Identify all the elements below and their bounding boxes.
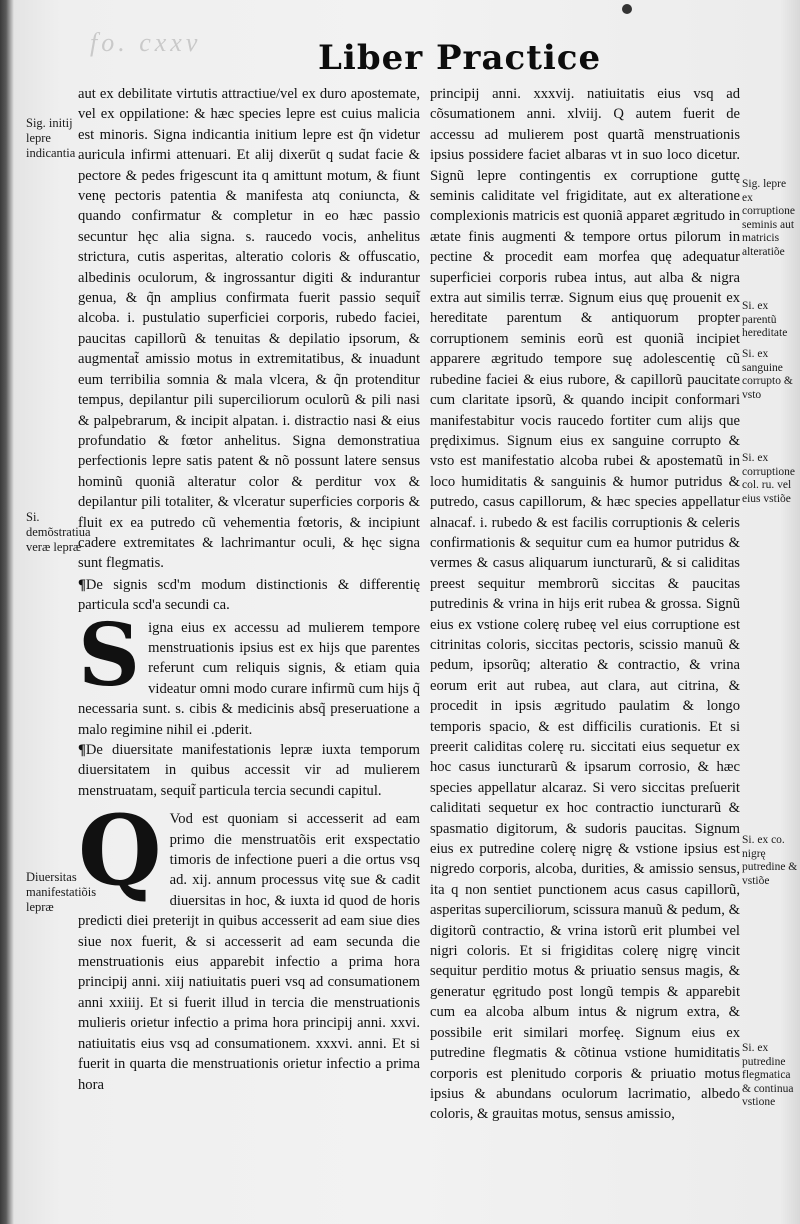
- right-text-column: [430, 84, 740, 1125]
- pilcrow-icon: ¶: [78, 742, 86, 758]
- chapter-heading-2: [78, 740, 420, 801]
- right-paragraph-1: principij anni. xxxvij. natiuitatis eius vsq ad cõsumationem anni. xlviij. Q autem fuerit de accessu ad mulierem post quartã menstruationis ipsius possidere faciet albaras vt in suo loco dicetur. Signũ lepre contingentis ex corruptione guttę seminis caliditate vel frigiditate, aut ex alteratione complexionis matricis est quoniã apparet ægritudo in ætate finis augmenti & tempore ortus pilorum in pectine & procedit eam morfea quę adequatur superficiei corporis rubea intus, aut alba & nigra extra aut similis terræ. Signum eius quę prouenit ex hereditate parentum & antiquorum propter corruptionem seminis eorũ est quoniã incipiet apparere ægritudo tempore suę adolescentię cũ rubedine faciei & eius rubore, & capillorũ paucitate cum claritate ipsorũ, & quando incipit conformari manifestabitur vocis raucedo fortiter cum alijs que prędiximus. Signum eius ex sanguine corrupto & vsto est manifestatio alcoba rubei & apostematũ in loco humiditatis & sanguinis & humor putridus & putredo, casus capillorum, & hæc species appellatur alnacaf. i. rubedo & est facilis corruptionis & celeris confirmationis & sequitur cum ea humor putridus & vermes & casus aliquarum iuncturarũ, & si caliditas preest sequitur membrorũ siccitas & paucitas putredinis & vrina in hijs erit rubea & grossa. Signũ eius ex vstione colerę rubeę vel eius corruptione est citrinitas coloris, siccitas pectoris, scissio manuũ & pedum, ipsorũq; alteratio & contractio, & vrina eorum erit aut rubea, aut clara, aut citrina, & procedit in ipsis ægritudo paulatim & longo temporis spacio, & est difficilis curationis. Et si preerit caliditas colerę ru. siccitati eius sequetur ex hoc casus iuncturarũ & ipsarum corrosio, & hæc species appellatur alcaraz. Si vero siccitas preſuerit caliditati sequetur ex hoc contractio iuncturarũ & spasmatio digitorum, & sudoris paucitas. Signum eius ex putredine colerę nigrę & vstione ipsius est nigredo corporis, alcoba, durities, & amissio sensus, ita q non sentiet punctionem acus casus capillorũ, asperitas superciliorum, scissura manuũ & pedum, & digitorũ contractio, & vrina istorũ erit plumbei vel nigri coloris. Et si frigiditas colerę nigrę vincit sequitur perditio motus & priuatio sensus magis, & generatur ęgritudo post longũ tempis & apparebit cum ea alcoba album intus & nigrum extra, & possibile erit similari morfeę. Signum eius ex putredine flegmatis & cõtinua vstione humiditatis corporis est plenitudo corporis & priuatio motus ipsius & abundans oculorum lacrimatio, albedo coloris, & grauitas motus, sensus amissio,: [430, 86, 740, 1123]
- chapter-heading-1: [78, 575, 420, 616]
- margin-note-demonstratiua: Si. demõstratiua veræ lepræ: [26, 510, 91, 554]
- margin-note-flegmatica: Si. ex putredine flegmatica & continua vstione: [742, 1042, 794, 1108]
- margin-note-initij-lepre: Sig. initij lepre indicantia: [26, 116, 76, 160]
- left-paragraph-1: aut ex debilitate virtutis attractiue/vel ex duro apostemate, vel ex oppilatione: & hæc species lepre est cuius malicia est minoris. Signa indicantia initium lepre est q̃n videtur auricula infirmi attenuari. Et alij dixerūt q sudat facie & pectore & pedes frigescunt ita q amittunt motum, & fiunt venę pectoris patentia & manifesta atq coniuncta, & quando confirmatur & completur in eo hæc passio secuntur hęc alia signa. s. raucedo vocis, anhelitus strictura, cutis asperitas, alteratio coloris & offuscatio, albedinis oculorum, & ingrossantur digiti & indurantur genua, & q̃n amplius confirmata fuerit passio sequit̃ alcoba. i. pustulatio superficiei corporis, rubedo faciei, paucitas capillorũ & tenuitas & depilatio ipsorum, & augmentat̃ amissio motus in extremitatibus, & inuadunt eum terribilia somnia & mala vlcera, & q̃n protenditur tempus, depilantur pili superciliorum oculorũ & pili nasi & palpebrarum, & incipit alpatan. i. distractio nasi & eius profundatio & fœtor anhelitus. Signa demonstratiua perfectionis lepre satis patent & nõ possunt latere sensus hominũ quoniã alteratur color & perditur vox & depilantur pili totaliter, & vlceratur superficies corporis & fluit ex ea putredo cũ vehementia fœtoris, & incipiunt cadere extremitates & lachrimantur oculi, & hęc signa sunt flegmatis.: [78, 86, 420, 572]
- left-paragraph-2-text: igna eius ex accessu ad mulierem tempore menstruationis ipsius est ex hijs que parentes referunt cum reliquis signis, & etiam quia videatur omni modo curare infirmũ cum hijs q̃ necessaria sunt. s. cibis & medicinis absq̃ preseruatione a malo regimine nihil ei .pderit.: [78, 619, 420, 738]
- margin-note-corruptione-seminis: Sig. lepre ex corruptione seminis aut matricis alteratiõe: [742, 178, 796, 258]
- pilcrow-icon: ¶: [78, 576, 86, 593]
- left-paragraph-2: [78, 604, 420, 740]
- margin-note-hereditate: Si. ex parentũ hereditate: [742, 300, 788, 339]
- page-running-title: Liber Practice: [318, 38, 602, 78]
- left-paragraph-3-text: Vod est quoniam si accesserit ad eam primo die menstruatõis erit exspectatio timoris de infectione pueri a die ortus vsq ad. xij. annum processus vitę sue & cadit diuersitas in hoc, & iuxta id quod de horis predicti diei preterijt in quibus accesserit ad eam siue dies siue nox fuerit, & si accesserit ad eam secunda die menstruationis eius apparebit infectio a prima hora principij anni. xiij natiuitatis pueri vsq ad consumationem anni xxiiij. Et si fuerit illud in tercia die menstruationis mulieris orietur infectio a prima hora principij anni. xxvi. natiuitatis eius vsq ad consumationem. xxxvi. anni. Et si fuerit in quarta die menstruationis orietur infectio a prima hora: [78, 811, 420, 1093]
- margin-note-sanguine: Si. ex sanguine corrupto & vsto: [742, 348, 793, 401]
- show-through-text: fo. cxxv: [90, 28, 202, 57]
- ink-spot: [622, 4, 632, 14]
- heading-1-text: De signis scd'm modum distinctionis & differentię particula scd'a secundi ca.: [78, 576, 420, 614]
- left-text-column: [78, 84, 420, 1095]
- heading-2-text: De diuersitate manifestationis lepræ iuxta temporum diuersitatem in quibus accessit vir ad mulierem menstruatam, sequit̃ particula tercia secundi capitul.: [78, 742, 420, 799]
- initial-letter-q: Q: [78, 794, 162, 908]
- left-paragraph-3: [78, 794, 420, 1095]
- margin-note-colera-nigra: Si. ex co. nigrę putredine & vstiõe: [742, 834, 798, 887]
- initial-letter-s: S: [78, 604, 141, 706]
- margin-note-diuersitas: Diuersitas manifestatiõis lepræ: [26, 870, 97, 914]
- margin-note-colera-rubea: Si. ex corruptione col. ru. vel eius vstiõe: [742, 452, 796, 505]
